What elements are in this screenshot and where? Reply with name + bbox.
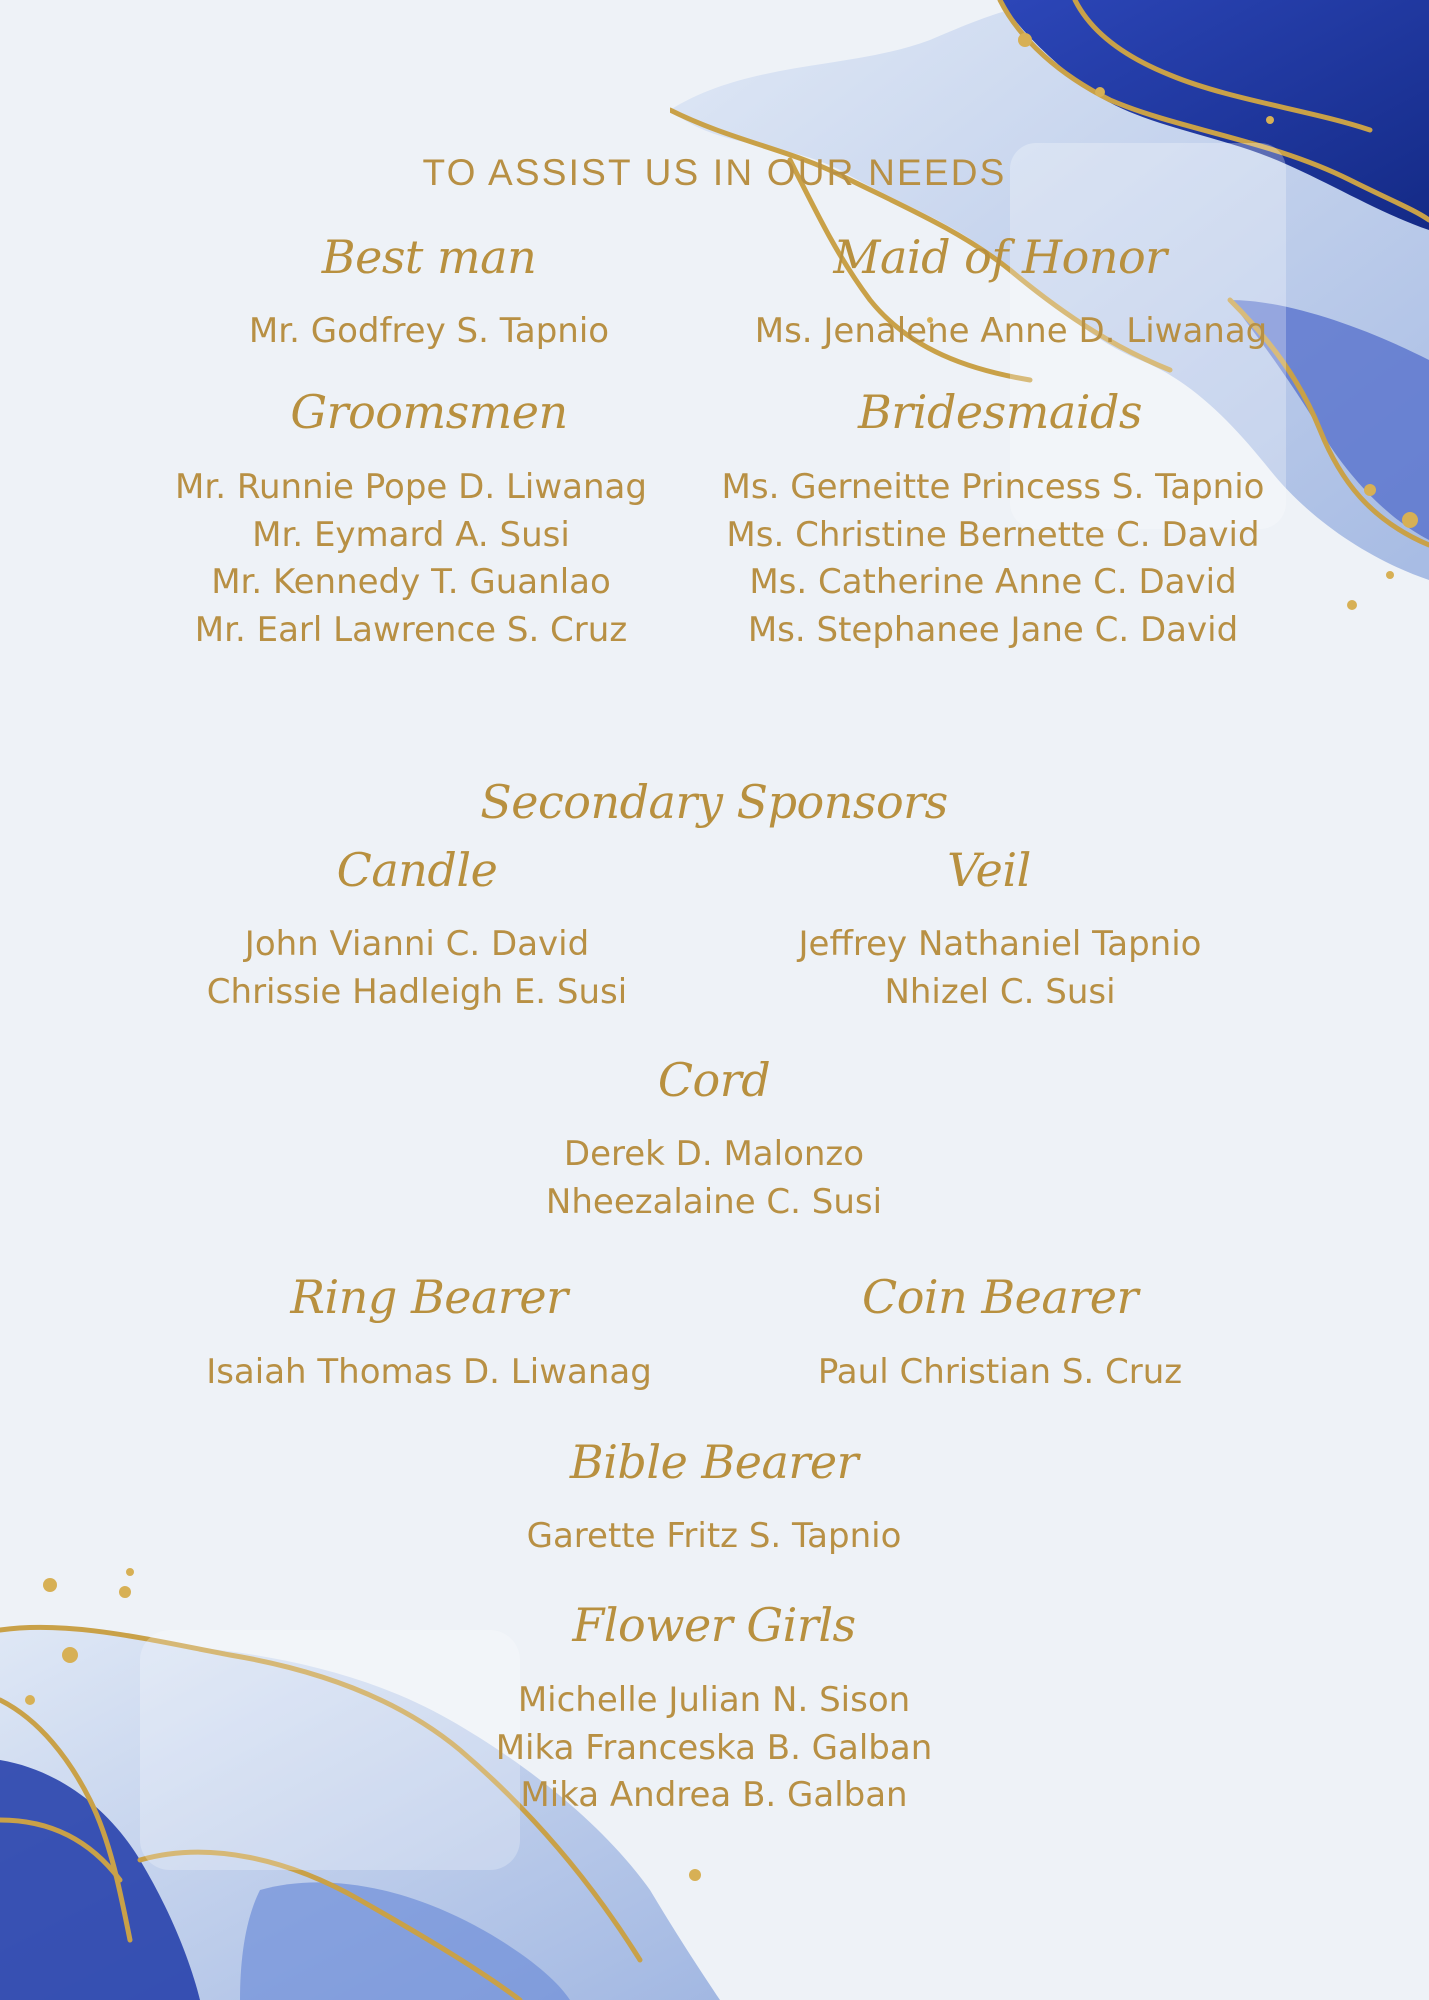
coin-bearer-title: Coin Bearer bbox=[861, 1270, 1139, 1324]
name-line: Mika Andrea B. Galban bbox=[520, 1775, 908, 1815]
coin-bearer-names bbox=[818, 1349, 1182, 1397]
candle-title: Candle bbox=[336, 843, 498, 897]
groomsmen-title: Groomsmen bbox=[290, 385, 568, 439]
name-line: Mr. Kennedy T. Guanlao bbox=[211, 562, 611, 602]
name-line: Jeffrey Nathaniel Tapnio bbox=[798, 924, 1202, 964]
name-line: Ms. Jenalene Anne D. Liwanag bbox=[754, 311, 1268, 351]
maid-of-honor-title: Maid of Honor bbox=[833, 230, 1167, 284]
groomsmen-names bbox=[175, 464, 647, 654]
cord-title: Cord bbox=[657, 1053, 771, 1107]
name-line: Ms. Catherine Anne C. David bbox=[749, 562, 1237, 602]
name-line: Ms. Stephanee Jane C. David bbox=[747, 609, 1239, 650]
name-line: Nhizel C. Susi bbox=[884, 971, 1116, 1012]
secondary-sponsors-title: Secondary Sponsors bbox=[480, 775, 948, 829]
veil-names bbox=[799, 921, 1202, 1016]
bridesmaids-names bbox=[722, 464, 1265, 654]
ring-bearer-names bbox=[206, 1349, 652, 1397]
bridesmaids-title: Bridesmaids bbox=[857, 385, 1143, 439]
name-line: Mr. Earl Lawrence S. Cruz bbox=[194, 609, 628, 650]
name-line: Nheezalaine C. Susi bbox=[545, 1181, 883, 1222]
name-line: Chrissie Hadleigh E. Susi bbox=[206, 971, 628, 1012]
bible-bearer-names bbox=[527, 1513, 902, 1561]
name-line: Michelle Julian N. Sison bbox=[517, 1680, 911, 1720]
flower-girls-title: Flower Girls bbox=[572, 1598, 856, 1652]
name-line: Mr. Runnie Pope D. Liwanag bbox=[175, 467, 647, 507]
veil-title: Veil bbox=[947, 843, 1031, 897]
name-line: Paul Christian S. Cruz bbox=[817, 1352, 1183, 1392]
maid-of-honor-names bbox=[755, 308, 1268, 356]
name-line: Garette Fritz S. Tapnio bbox=[526, 1516, 902, 1556]
best-man-title: Best man bbox=[321, 230, 537, 284]
name-line: Mr. Godfrey S. Tapnio bbox=[248, 311, 610, 351]
name-line: Ms. Christine Bernette C. David bbox=[726, 514, 1260, 555]
page-heading: TO ASSIST US IN OUR NEEDS bbox=[422, 152, 1007, 193]
name-line: Derek D. Malonzo bbox=[563, 1134, 865, 1174]
candle-names bbox=[207, 921, 627, 1016]
ring-bearer-title: Ring Bearer bbox=[290, 1270, 568, 1324]
name-line: Ms. Gerneitte Princess S. Tapnio bbox=[721, 467, 1265, 507]
name-line: Mika Franceska B. Galban bbox=[495, 1727, 933, 1768]
name-line: Mr. Eymard A. Susi bbox=[252, 514, 570, 555]
name-line: John Vianni C. David bbox=[244, 924, 590, 964]
cord-names bbox=[546, 1131, 882, 1226]
flower-girls-names bbox=[496, 1677, 933, 1820]
bible-bearer-title: Bible Bearer bbox=[569, 1435, 859, 1489]
best-man-names bbox=[249, 308, 609, 356]
name-line: Isaiah Thomas D. Liwanag bbox=[206, 1352, 652, 1392]
